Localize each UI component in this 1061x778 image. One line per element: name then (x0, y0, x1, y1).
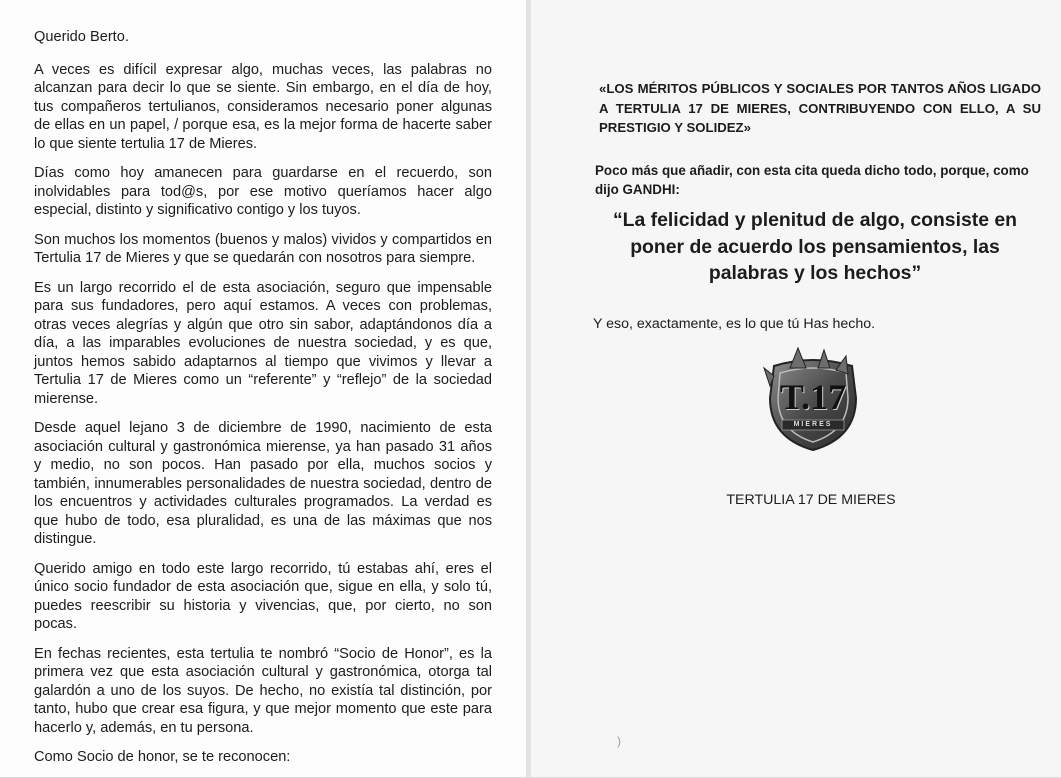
paragraph-5: Desde aquel lejano 3 de diciembre de 1990, nacimiento de esta asociación cultural y gastronómica mierense, ya han pasado 31 años y medio, no son pocos. Han pasado por ella, muchos socios y también, innumerables personalidades de nuestra sociedad, dentro de los encuentros y actividades culturales programados. La verdad es que hubo de todo, esa pluralidad, es una de las máximas que nos distingue. (34, 420, 492, 547)
gandhi-intro: Poco más que añadir, con esta cita queda dicho todo, porque, como dijo GANDHI: (595, 163, 1029, 197)
tertulia-17-shield-logo-icon (760, 346, 866, 454)
paragraph-1: A veces es difícil expresar algo, muchas veces, las palabras no alcanzan para decir lo que se siente. Sin embargo, en el día de hoy, tus compañeros tertulianos, consideramos necesario poner algunas de ellas en un papel, / porque esa, es la mejor forma de hacerte saber lo que siente tertulia 17 de Mieres. (34, 61, 492, 152)
greeting: Querido Berto. (34, 29, 129, 45)
signature: TERTULIA 17 DE MIERES (726, 492, 896, 508)
paragraph-7: En fechas recientes, esta tertulia te nombró “Socio de Honor”, es la primera vez que esta asociación cultural y gastronómica, otorga tal galardón a uno de los suyos. De hecho, no existía tal distinción, por tanto, hubo que crear esa figura, y que mejor momento que este para hacerlo y, además, en tu persona. (34, 645, 492, 736)
logo-subtext: MIERES (793, 421, 833, 428)
stray-mark: ) (617, 734, 621, 748)
gandhi-quote: “La felicidad y plenitud de algo, consiste en poner de acuerdo los pensamientos, las palabras y los hechos” (612, 209, 1018, 284)
paragraph-2: Días como hoy amanecen para guardarse en el recuerdo, son inolvidables para tod@s, por ese motivo queríamos hacer algo especial, distinto y significativo contigo y los tuyos. (34, 165, 492, 218)
paragraph-4: Es un largo recorrido el de esta asociación, seguro que impensable para sus fundadores, pero aquí estamos. A veces con problemas, otras veces alegrías y algún que otro sin sabor, adaptándonos día a día, a las imparables evoluciones de nuestra sociedad, y es que, juntos hemos sabido adaptarnos al tiempo que vivimos y llevar a Tertulia 17 de Mieres como un “referente” y “reflejo” de la sociedad mierense. (34, 279, 492, 407)
merits-citation: «LOS MÉRITOS PÚBLICOS Y SOCIALES POR TANTOS AÑOS LIGADO A TERTULIA 17 DE MIERES, CONTRIBUYENDO CON ELLO, A SU PRESTIGIO Y SOLIDEZ» (599, 81, 1041, 135)
paragraph-3: Son muchos los momentos (buenos y malos) vividos y compartidos en Tertulia 17 de Mieres y que se quedarán con nosotros para siempre. (34, 231, 492, 266)
logo-text: T.17 (779, 377, 847, 417)
letter-body (34, 28, 492, 778)
closing-line: Y eso, exactamente, es lo que tú Has hecho. (593, 316, 876, 332)
paragraph-6: Querido amigo en todo este largo recorrido, tú estabas ahí, eres el único socio fundador de esta asociación que, sigue en ella, y solo tú, puedes reescribir su historia y vivencias, que, por cierto, no son pocas. (34, 560, 492, 632)
last-line: Como Socio de honor, se te reconocen: (34, 749, 291, 765)
